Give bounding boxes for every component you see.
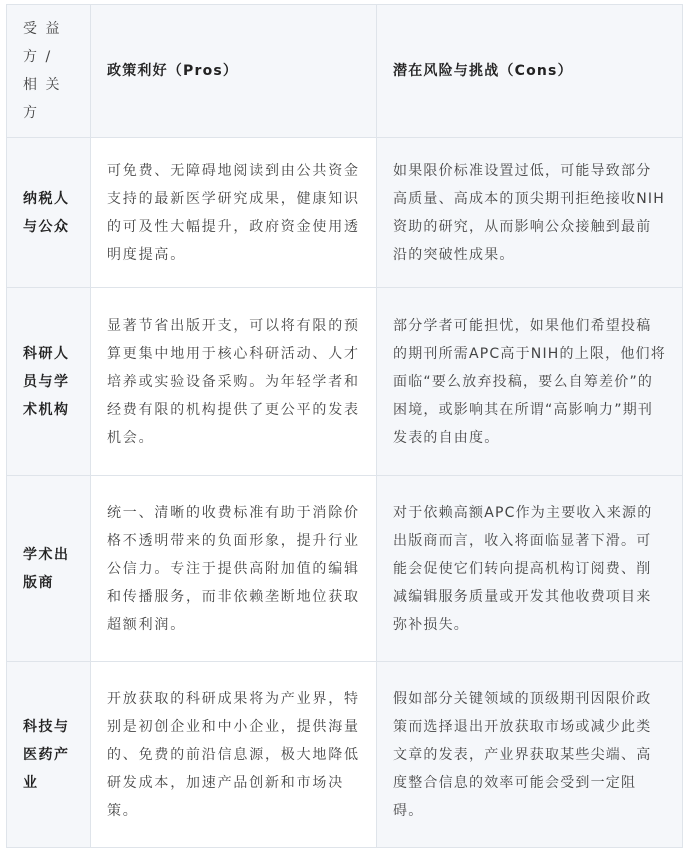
header-cons: 潜在风险与挑战（Cons） bbox=[377, 5, 683, 138]
pros-cell: 可免费、无障碍地阅读到由公共资金支持的最新医学研究成果，健康知识的可及性大幅提升，政府资金使用透明度提高。 bbox=[91, 138, 377, 288]
table-row bbox=[7, 662, 683, 848]
cons-cell: 如果限价标准设置过低，可能导致部分高质量、高成本的顶尖期刊拒绝接收NIH资助的研究，从而影响公众接触到最前沿的突破性成果。 bbox=[377, 138, 683, 288]
stakeholder-cell: 纳税人与公众 bbox=[7, 138, 91, 288]
stakeholder-cell: 学术出版商 bbox=[7, 476, 91, 662]
cons-cell: 部分学者可能担忧，如果他们希望投稿的期刊所需APC高于NIH的上限，他们将面临“要么放弃投稿，要么自筹差价”的困境，或影响其在所谓“高影响力”期刊发表的自由度。 bbox=[377, 288, 683, 476]
table-row bbox=[7, 288, 683, 476]
comparison-table-container bbox=[6, 4, 682, 848]
header-stakeholder: 受 益 方 / 相 关方 bbox=[7, 5, 91, 138]
header-pros: 政策利好（Pros） bbox=[91, 5, 377, 138]
pros-cell: 统一、清晰的收费标准有助于消除价格不透明带来的负面形象，提升行业公信力。专注于提供高附加值的编辑和传播服务，而非依赖垄断地位获取超额利润。 bbox=[91, 476, 377, 662]
stakeholder-cell: 科技与医药产业 bbox=[7, 662, 91, 848]
pros-cell: 开放获取的科研成果将为产业界，特别是初创企业和中小企业，提供海量的、免费的前沿信息源，极大地降低研发成本，加速产品创新和市场决策。 bbox=[91, 662, 377, 848]
stakeholder-cell: 科研人员与学术机构 bbox=[7, 288, 91, 476]
pros-cell: 显著节省出版开支，可以将有限的预算更集中地用于核心科研活动、人才培养或实验设备采购。为年轻学者和经费有限的机构提供了更公平的发表机会。 bbox=[91, 288, 377, 476]
cons-cell: 对于依赖高额APC作为主要收入来源的出版商而言，收入将面临显著下滑。可能会促使它们转向提高机构订阅费、削减编辑服务质量或开发其他收费项目来弥补损失。 bbox=[377, 476, 683, 662]
table-header-row bbox=[7, 5, 683, 138]
table-row bbox=[7, 476, 683, 662]
table-row bbox=[7, 138, 683, 288]
cons-cell: 假如部分关键领域的顶级期刊因限价政策而选择退出开放获取市场或减少此类文章的发表，产业界获取某些尖端、高度整合信息的效率可能会受到一定阻碍。 bbox=[377, 662, 683, 848]
stakeholder-comparison-table bbox=[6, 4, 683, 848]
